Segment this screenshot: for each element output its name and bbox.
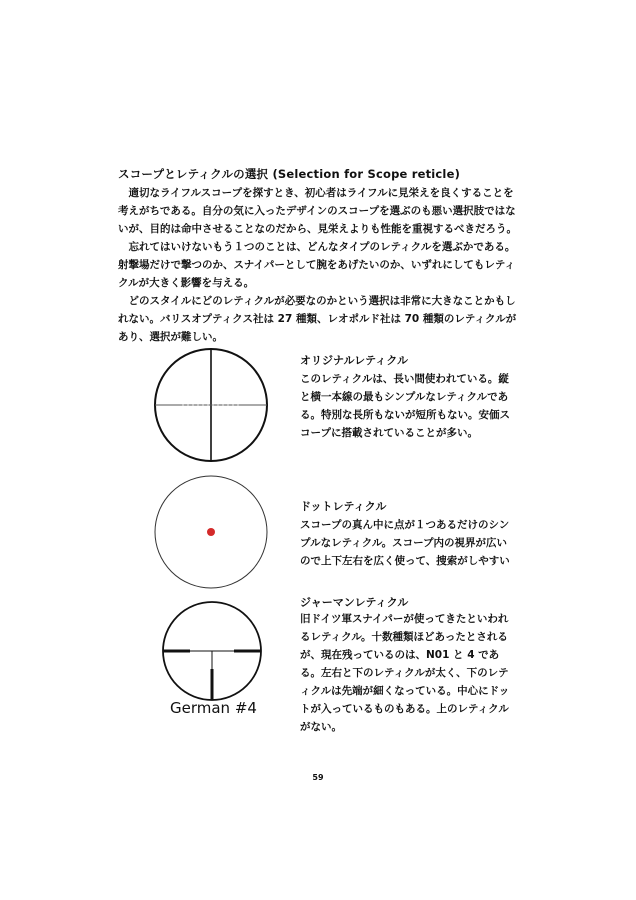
dot-reticle-icon [152, 473, 270, 591]
original-reticle-title: オリジナルレティクル [300, 354, 408, 367]
original-reticle-icon [152, 346, 270, 464]
intro-paragraph-1: 適切なライフルスコープを探すとき、初心者はライフルに見栄えを良くすることを考えがちである。自分の気に入ったデザインのスコープを選ぶのも悪い選択肢ではないが、目的は命中させることなのだから、見栄えよりも性能を重視するべきだろう。 [118, 187, 517, 235]
page-number: 59 [312, 773, 324, 782]
original-reticle-body: このレティクルは、長い間使われている。縦と横一本線の最もシンプルなレティクルである。特別な長所もないが短所もない。安価スコープに搭載されていることが多い。 [300, 373, 510, 439]
dot-reticle-title: ドットレティクル [300, 500, 387, 513]
german-reticle-label: German #4 [170, 699, 257, 717]
intro-paragraph-2: 忘れてはいけないもう１つのことは、どんなタイプのレティクルを選ぶかである。射撃場だけで撃つのか、スナイパーとして腕をあげたいのか、いずれにしてもレティクルが大きく影響を与える。 [118, 241, 516, 289]
intro-text [118, 184, 518, 346]
german-reticle-icon [160, 599, 264, 703]
german-reticle-body: 旧ドイツ軍スナイパーが使ってきたといわれるレティクル。十数種類ほどあったとされるが、現在残っているのは、N01 と 4 である。左右と下のレティクルが太く、下のレティクルは先端が細くなっている。中心にドットが入っているものもある。上のレティクルがない。 [300, 613, 510, 733]
german-reticle-title: ジャーマンレティクル [300, 596, 409, 609]
dot-reticle-body: スコープの真ん中に点が１つあるだけのシンプルなレティクル。スコープ内の視界が広いので上下左右を広く使って、捜索がしやすい [300, 519, 510, 567]
section-heading: スコープとレティクルの選択 (Selection for Scope reticle) [118, 167, 461, 181]
intro-paragraph-3: どのスタイルにどのレティクルが必要なのかという選択は非常に大きなことかもしれない。バリスオプティクス社は 27 種類、レオポルド社は 70 種類のレティクルがあり、選択が難しい。 [118, 295, 517, 343]
red-dot [207, 528, 215, 536]
